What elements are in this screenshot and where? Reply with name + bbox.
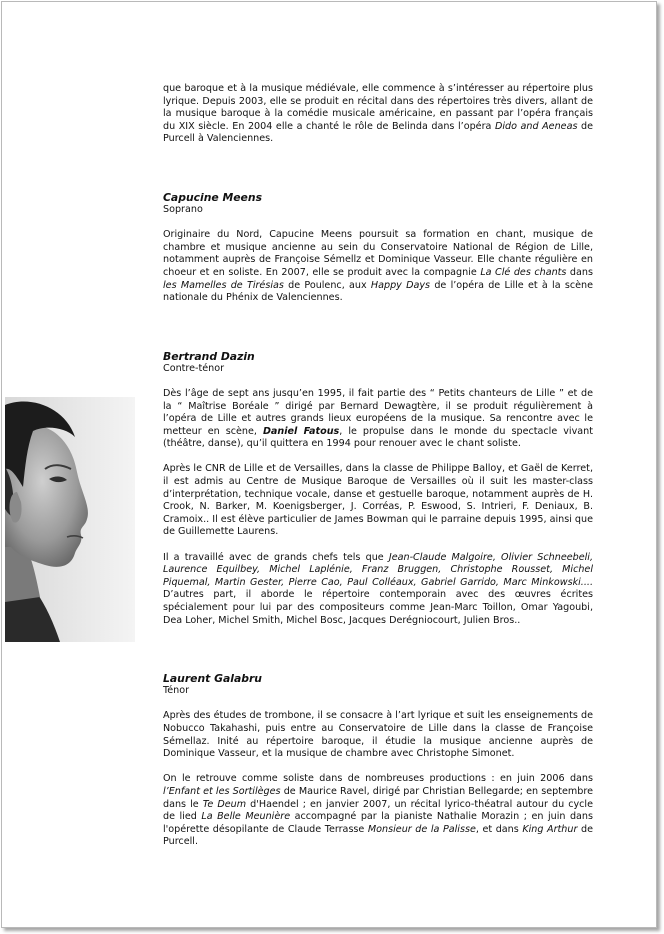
text-run: de Purcell à Valenciennes. [163, 120, 593, 145]
text-run: dans [566, 266, 593, 278]
bio-laurent-galabru [163, 672, 593, 849]
text-run: de Poulenc, aux [283, 279, 371, 291]
text-run: Il a travaillé avec de grands chefs tels que [163, 551, 389, 563]
text-run: l’Enfant et les Sortilèges [163, 785, 281, 797]
intro-section [163, 83, 593, 146]
text-run: Monsieur de la Palisse [367, 823, 476, 835]
text-run: Dido and Aeneas [494, 120, 578, 132]
bio-paragraph [163, 552, 593, 628]
document-page [1, 1, 657, 928]
bio-paragraph [163, 388, 593, 451]
bio-paragraph [163, 463, 593, 539]
text-run: D’autres part, il aborde le répertoire contemporain avec des œuvres écrites spécialement pour lui par des compositeurs comme Jean-Marc Toillon, Omar Yagoubi, Dea Loher, Michel Smith, Michel Bosc, Jacques Derégniocourt, Julien Bros.. [163, 589, 593, 626]
singer-name: Bertrand Dazin [163, 349, 255, 363]
text-run: les Mamelles de Tirésias [163, 279, 284, 291]
text-run: , le propulse dans le monde du spectacle vivant (théâtre, danse), qu’il quittera en 1994 pour renouer avec le chant soliste. [163, 425, 593, 450]
singer-name: Laurent Galabru [163, 672, 262, 686]
text-run: Happy Days [370, 279, 431, 291]
singer-role: Ténor [163, 685, 190, 697]
bio-paragraph [163, 710, 593, 760]
intro-paragraph [163, 83, 593, 146]
text-run: de Maurice Ravel, dirigé par Christian Bellegarde; en septembre dans le [163, 785, 594, 810]
text-run: La Clé des chants [480, 266, 567, 278]
bio-paragraph [163, 229, 593, 305]
text-run: Daniel Fatous [262, 425, 340, 437]
portrait-image [5, 397, 135, 642]
text-run: de l’opéra de Lille et à la scène nationale du Phénix de Valenciennes. [163, 279, 593, 304]
text-run: Après des études de trombone, il se consacre à l’art lyrique et suit les enseignements de Nobucco Takahashi, puis entre au Conservatoire de Lille dans la classe de Françoise Sémellaz. Inité au répertoire baroque, il étudie la musique ancienne auprès de Dominique Vasseur, et la musique de chambre avec Christophe Simonet. [163, 710, 593, 760]
bio-paragraph [163, 773, 593, 849]
main-text-column [163, 83, 593, 862]
text-run: Jean-Claude Malgoire, Olivier Schneebeli, Laurence Equilbey, Michel Laplénie, Franz Bruggen, Christophe Rousset, Michel Piquemal, Martin Gester, Pierre Cao, Paul Colléaux, Gabriel Garrido, Marc Minkowski.... [163, 551, 593, 588]
text-run: d'Haendel ; en janvier 2007, un récital lyrico-théatral autour du cycle de lied [163, 798, 594, 823]
text-run: La Belle Meunière [201, 811, 291, 823]
text-run: accompagné par la pianiste Nathalie Morazin ; en juin dans l'opérette désopilante de Claude Terrasse [163, 811, 594, 835]
singer-name: Capucine Meens [163, 190, 262, 204]
text-run: Te Deum [202, 798, 247, 810]
text-run: Après le CNR de Lille et de Versailles, dans la classe de Philippe Balloy, et Gaël de Kerret, il est admis au Centre de Musique Baroque de Versailles où il suit les master-class d’interprétation, technique vocale, danse et gestuelle baroque, notamment auprès de H. Crook, N. Barker, M. Koenigsberger, J. Corréas, P. Eswood, S. Intrieri, F. Deniaux, B. Cramoix.. Il est élève particulier de James Bowman qui le parraine depuis 1995, ainsi que de Guillemette Laurens. [163, 463, 593, 538]
text-run: que baroque et à la musique médiévale, elle commence à s’intéresser au répertoire plus lyrique. Depuis 2003, elle se produit en récital dans des répertoires très divers, allant de la musique baroque à la comédie musicale américaine, en passant par l’opéra français du XIX siècle. En 2004 elle a chanté le rôle de Belinda dans l’opéra [163, 83, 593, 132]
singer-role: Contre-ténor [163, 362, 225, 374]
text-run: Originaire du Nord, Capucine Meens poursuit sa formation en chant, musique de chambre et musique ancienne au sein du Conservatoire National de Région de Lille, notamment auprès de Françoise Sémellz et Dominique Vasseur. Elle chante régulière en choeur et en soliste. En 2007, elle se produit avec la compagnie [163, 229, 593, 278]
singer-role: Soprano [163, 203, 203, 215]
text-run: Dès l’âge de sept ans jusqu’en 1995, il fait partie des “ Petits chanteurs de Lille ” et de la “ Maîtrise Boréale ” dirigé par Bernard Dewagtère, il se produit régulièrement à l’opéra de Lille et autres grands lieux européens de la musique. Sa rencontre avec le metteur en scène, [163, 387, 593, 437]
text-run: King Arthur [522, 823, 578, 835]
text-run: de Purcell. [163, 823, 593, 848]
text-run: On le retrouve comme soliste dans de nombreuses productions : en juin 2006 dans [163, 773, 593, 785]
bio-bertrand-dazin [163, 350, 593, 627]
bio-capucine-meens [163, 191, 593, 305]
text-run: , et dans [475, 823, 523, 835]
portrait-photo-bertrand-dazin [5, 397, 135, 642]
